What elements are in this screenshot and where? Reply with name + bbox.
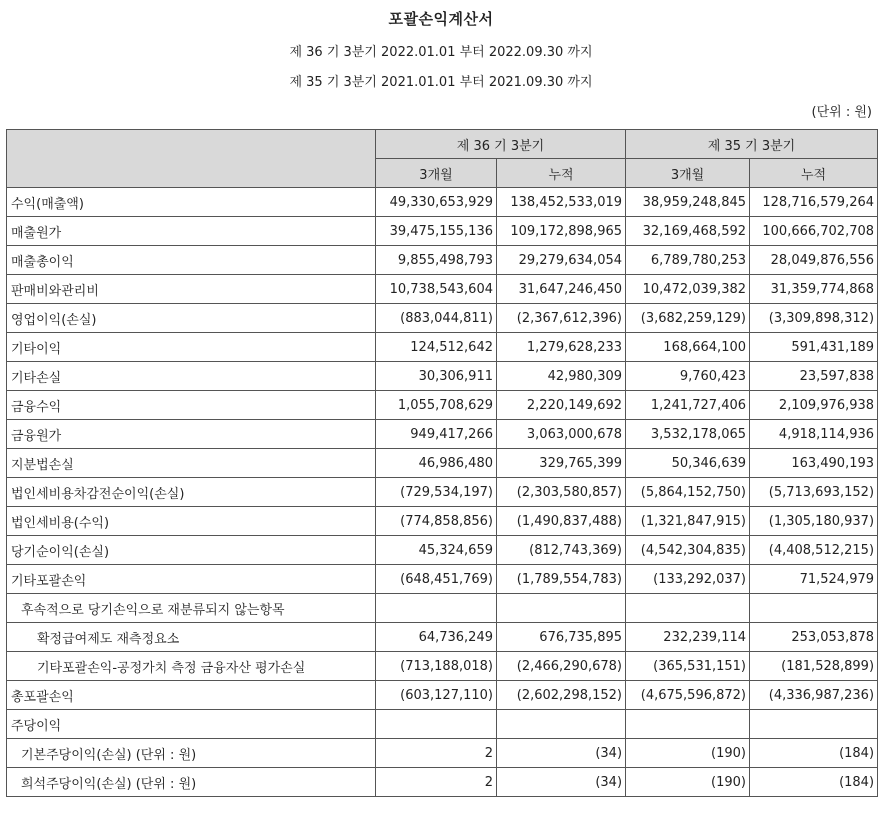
table-row (7, 449, 878, 478)
cell-3m-prior: (3,682,259,129) (626, 304, 750, 333)
cell-3m-prior: 32,169,468,592 (626, 217, 750, 246)
table-row (7, 623, 878, 652)
table-row (7, 536, 878, 565)
cell-3m-prior: 50,346,639 (626, 449, 750, 478)
cell-3m-current: 39,475,155,136 (376, 217, 497, 246)
cell-3m-current: 2 (376, 768, 497, 797)
cell-3m-prior: (5,864,152,750) (626, 478, 750, 507)
cell-3m-current: (603,127,110) (376, 681, 497, 710)
cell-cum-prior: 163,490,193 (750, 449, 878, 478)
cell-cum-prior (750, 594, 878, 623)
cell-cum-prior: 71,524,979 (750, 565, 878, 594)
cell-3m-prior: (365,531,151) (626, 652, 750, 681)
cell-cum-current: (2,367,612,396) (497, 304, 626, 333)
cell-3m-current: 64,736,249 (376, 623, 497, 652)
cell-3m-current: 30,306,911 (376, 362, 497, 391)
cell-cum-current: 109,172,898,965 (497, 217, 626, 246)
cell-cum-prior: (184) (750, 768, 878, 797)
cell-cum-prior: (5,713,693,152) (750, 478, 878, 507)
cell-cum-current: (1,789,554,783) (497, 565, 626, 594)
cell-cum-current: (1,490,837,488) (497, 507, 626, 536)
cell-3m-prior: (4,675,596,872) (626, 681, 750, 710)
cell-cum-prior: (4,408,512,215) (750, 536, 878, 565)
row-label: 기타포괄손익-공정가치 측정 금융자산 평가손실 (7, 652, 376, 681)
cell-cum-current: (2,602,298,152) (497, 681, 626, 710)
cell-cum-prior: 591,431,189 (750, 333, 878, 362)
table-row (7, 304, 878, 333)
header-group-current: 제 36 기 3분기 (376, 130, 626, 159)
cell-3m-prior: 38,959,248,845 (626, 188, 750, 217)
cell-cum-current: 2,220,149,692 (497, 391, 626, 420)
cell-cum-current: (34) (497, 768, 626, 797)
row-label: 기본주당이익(손실) (단위 : 원) (7, 739, 376, 768)
cell-3m-prior: 168,664,100 (626, 333, 750, 362)
cell-3m-prior: (133,292,037) (626, 565, 750, 594)
table-row (7, 362, 878, 391)
row-label: 영업이익(손실) (7, 304, 376, 333)
header-cum-prior: 누적 (750, 159, 878, 188)
cell-cum-prior: (1,305,180,937) (750, 507, 878, 536)
table-row (7, 478, 878, 507)
cell-cum-prior: 128,716,579,264 (750, 188, 878, 217)
cell-3m-current: 2 (376, 739, 497, 768)
table-row (7, 246, 878, 275)
row-label: 매출원가 (7, 217, 376, 246)
cell-cum-prior: 253,053,878 (750, 623, 878, 652)
row-label: 주당이익 (7, 710, 376, 739)
row-label: 기타손실 (7, 362, 376, 391)
cell-3m-current: (774,858,856) (376, 507, 497, 536)
cell-3m-current: 45,324,659 (376, 536, 497, 565)
cell-cum-current: 31,647,246,450 (497, 275, 626, 304)
cell-3m-prior: (190) (626, 739, 750, 768)
cell-3m-prior: (1,321,847,915) (626, 507, 750, 536)
cell-cum-prior: 2,109,976,938 (750, 391, 878, 420)
cell-3m-prior: 1,241,727,406 (626, 391, 750, 420)
row-label: 법인세비용차감전순이익(손실) (7, 478, 376, 507)
cell-cum-current: 42,980,309 (497, 362, 626, 391)
cell-3m-prior: (190) (626, 768, 750, 797)
header-row-groups (7, 130, 878, 159)
cell-3m-current: 949,417,266 (376, 420, 497, 449)
row-label: 금융수익 (7, 391, 376, 420)
cell-cum-prior: (3,309,898,312) (750, 304, 878, 333)
table-row (7, 188, 878, 217)
period-current: 제 36 기 3분기 2022.01.01 부터 2022.09.30 까지 (289, 45, 593, 60)
cell-cum-current: 138,452,533,019 (497, 188, 626, 217)
table-row (7, 768, 878, 797)
statement-title: 포괄손익계산서 (388, 10, 494, 28)
row-label: 기타이익 (7, 333, 376, 362)
cell-3m-current: 9,855,498,793 (376, 246, 497, 275)
cell-cum-prior: 28,049,876,556 (750, 246, 878, 275)
cell-3m-current: (648,451,769) (376, 565, 497, 594)
row-label: 지분법손실 (7, 449, 376, 478)
header-blank-cell (7, 130, 376, 188)
table-row (7, 275, 878, 304)
cell-3m-current: 124,512,642 (376, 333, 497, 362)
table-row (7, 652, 878, 681)
row-label: 법인세비용(수익) (7, 507, 376, 536)
unit-label: (단위 : 원) (811, 105, 872, 120)
row-label: 수익(매출액) (7, 188, 376, 217)
row-label: 후속적으로 당기손익으로 재분류되지 않는항목 (7, 594, 376, 623)
row-label: 판매비와관리비 (7, 275, 376, 304)
table-row (7, 565, 878, 594)
cell-cum-prior: (181,528,899) (750, 652, 878, 681)
cell-cum-current: (812,743,369) (497, 536, 626, 565)
row-label: 매출총이익 (7, 246, 376, 275)
table-row (7, 391, 878, 420)
header-cum-current: 누적 (497, 159, 626, 188)
cell-cum-current: (2,466,290,678) (497, 652, 626, 681)
cell-3m-prior: 232,239,114 (626, 623, 750, 652)
table-row (7, 507, 878, 536)
cell-cum-prior: 100,666,702,708 (750, 217, 878, 246)
table-row (7, 739, 878, 768)
cell-3m-current: 1,055,708,629 (376, 391, 497, 420)
cell-cum-prior: 31,359,774,868 (750, 275, 878, 304)
cell-cum-current: 3,063,000,678 (497, 420, 626, 449)
cell-cum-current: 329,765,399 (497, 449, 626, 478)
cell-cum-prior: 23,597,838 (750, 362, 878, 391)
cell-cum-current: (2,303,580,857) (497, 478, 626, 507)
row-label: 기타포괄손익 (7, 565, 376, 594)
cell-3m-prior (626, 710, 750, 739)
period-prior: 제 35 기 3분기 2021.01.01 부터 2021.09.30 까지 (289, 75, 593, 90)
table-row (7, 710, 878, 739)
cell-cum-current (497, 594, 626, 623)
cell-cum-current: (34) (497, 739, 626, 768)
table-row (7, 594, 878, 623)
cell-cum-current: 1,279,628,233 (497, 333, 626, 362)
row-label: 확정급여제도 재측정요소 (7, 623, 376, 652)
cell-cum-prior: 4,918,114,936 (750, 420, 878, 449)
cell-3m-current: 46,986,480 (376, 449, 497, 478)
cell-cum-prior: (4,336,987,236) (750, 681, 878, 710)
header-3m-current: 3개월 (376, 159, 497, 188)
row-label: 당기순이익(손실) (7, 536, 376, 565)
cell-3m-current: (729,534,197) (376, 478, 497, 507)
cell-cum-current: 676,735,895 (497, 623, 626, 652)
table-row (7, 420, 878, 449)
cell-3m-current: (883,044,811) (376, 304, 497, 333)
cell-cum-current (497, 710, 626, 739)
cell-3m-prior: 6,789,780,253 (626, 246, 750, 275)
table-row (7, 217, 878, 246)
cell-3m-prior (626, 594, 750, 623)
cell-3m-prior: 10,472,039,382 (626, 275, 750, 304)
cell-3m-current: 10,738,543,604 (376, 275, 497, 304)
row-label: 금융원가 (7, 420, 376, 449)
table-row (7, 333, 878, 362)
table-row (7, 681, 878, 710)
cell-3m-current: (713,188,018) (376, 652, 497, 681)
cell-3m-current: 49,330,653,929 (376, 188, 497, 217)
cell-3m-prior: (4,542,304,835) (626, 536, 750, 565)
row-label: 총포괄손익 (7, 681, 376, 710)
cell-3m-current (376, 594, 497, 623)
cell-cum-current: 29,279,634,054 (497, 246, 626, 275)
cell-3m-prior: 3,532,178,065 (626, 420, 750, 449)
cell-3m-current (376, 710, 497, 739)
cell-cum-prior: (184) (750, 739, 878, 768)
header-3m-prior: 3개월 (626, 159, 750, 188)
cell-cum-prior (750, 710, 878, 739)
row-label: 희석주당이익(손실) (단위 : 원) (7, 768, 376, 797)
income-statement-table (6, 129, 878, 797)
cell-3m-prior: 9,760,423 (626, 362, 750, 391)
header-group-prior: 제 35 기 3분기 (626, 130, 878, 159)
